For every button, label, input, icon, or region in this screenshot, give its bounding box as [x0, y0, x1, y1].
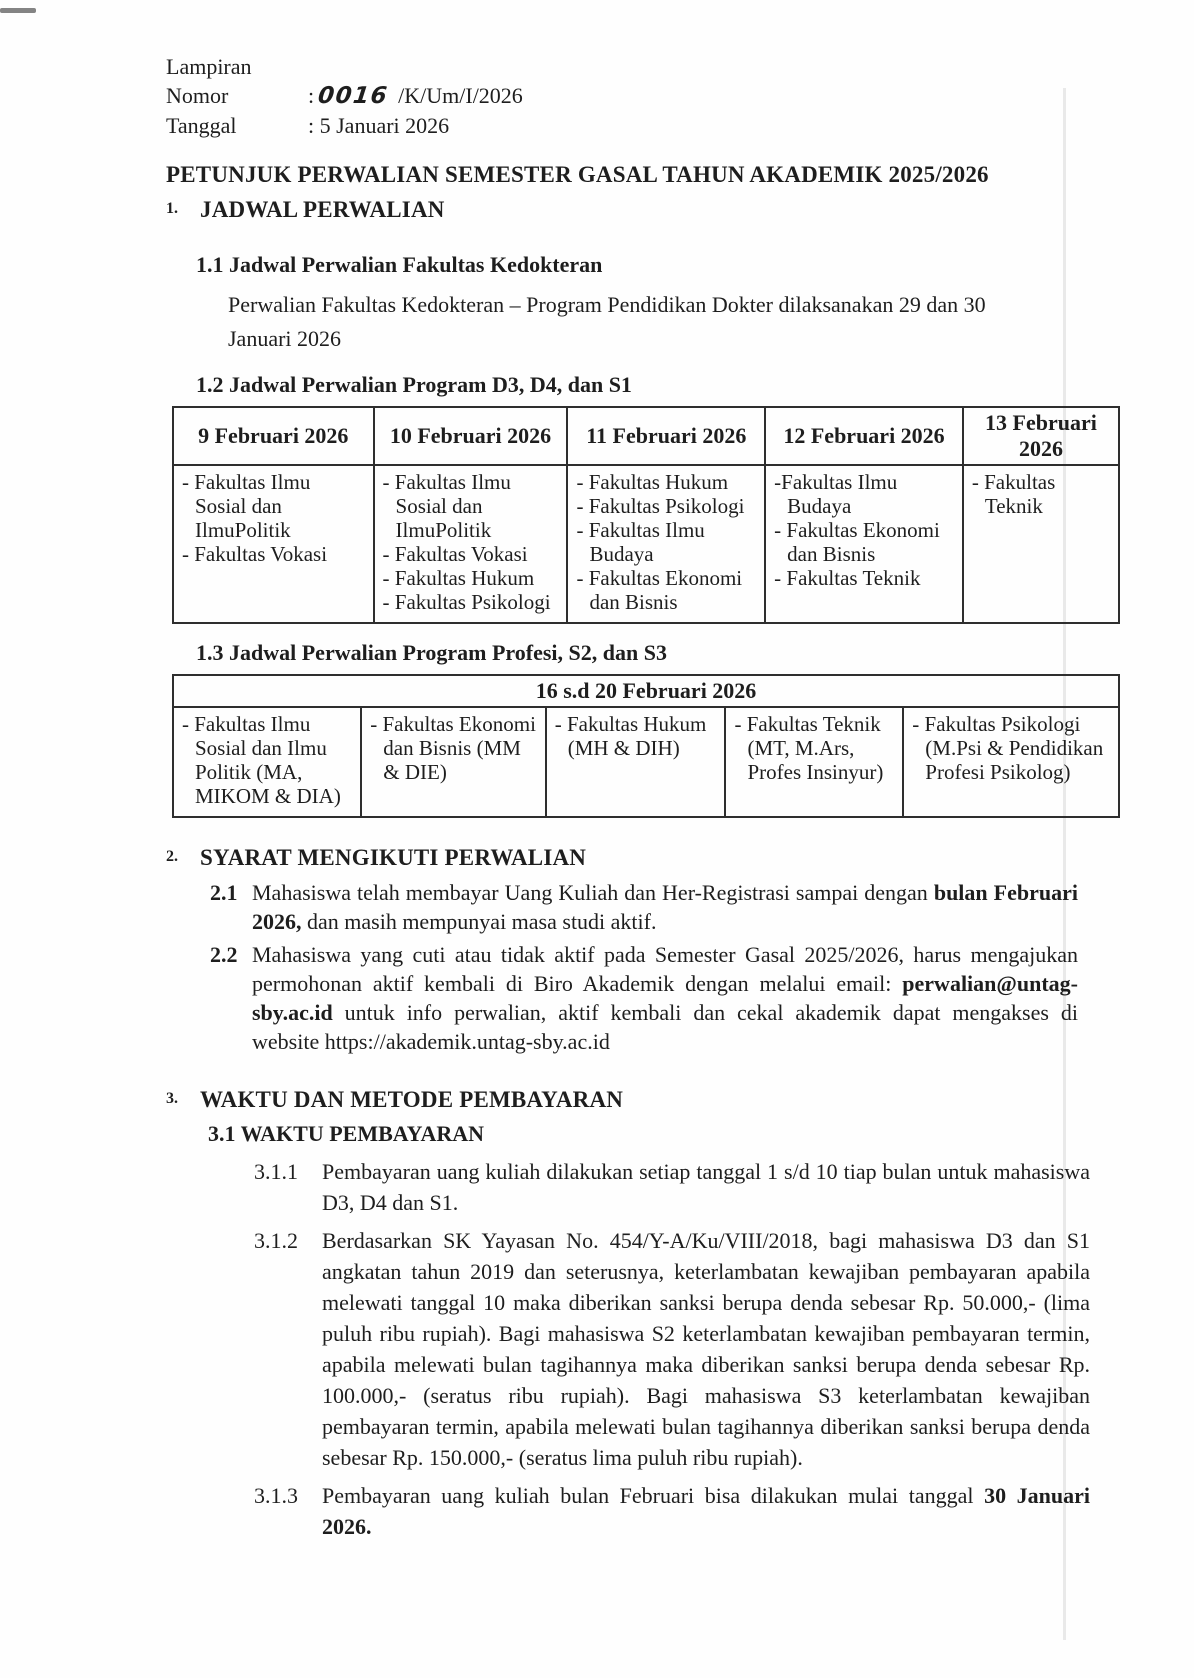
- text-run: untuk info perwalian, aktif kembali dan cekal akademik dapat mengakses di website https://akademik.untag-sby.ac.id: [252, 1000, 1078, 1054]
- schedule-table-d3-d4-s1: [172, 406, 1120, 624]
- scan-corner-artifact: [0, 8, 36, 13]
- schedule-table-profesi-s2-s3: [172, 674, 1120, 818]
- item-2-2-body: [252, 940, 1078, 1056]
- tanggal-label: Tanggal: [166, 113, 237, 138]
- date-header-cell: 11 Februari 2026: [567, 407, 765, 465]
- section-2-heading-row: [166, 842, 1120, 874]
- text-run: Pembayaran uang kuliah bulan Februari bisa dilakukan mulai tanggal: [322, 1483, 985, 1508]
- faculty-list-cell: - Fakultas Psikologi (M.Psi & Pendidikan Profesi Psikolog): [903, 707, 1119, 817]
- subsection-1-1-heading: 1.1 Jadwal Perwalian Fakultas Kedokteran: [196, 252, 603, 277]
- item-3-1-1-number: 3.1.1: [254, 1159, 298, 1184]
- item-3-1-2-body: [322, 1225, 1090, 1473]
- faculty-list-cell: - Fakultas Ilmu Sosial dan IlmuPolitik - Fakultas Vokasi - Fakultas Hukum - Fakultas Psikologi: [374, 465, 568, 623]
- date-header-cell: 13 Februari 2026: [963, 407, 1119, 465]
- text-run: Mahasiswa yang cuti atau tidak aktif pada Semester Gasal 2025/2026, harus mengajukan permohonan aktif kembali di Biro Akademik dengan melalui email:: [252, 942, 1078, 996]
- section-3-heading: WAKTU DAN METODE PEMBAYARAN: [200, 1087, 624, 1112]
- subsection-3-1-heading: 3.1 WAKTU PEMBAYARAN: [208, 1121, 485, 1146]
- subsection-1-2-heading: 1.2 Jadwal Perwalian Program D3, D4, dan S1: [196, 372, 632, 397]
- section-1-number: 1.: [166, 200, 178, 217]
- item-2-2: [166, 940, 1120, 1056]
- email-text-run: perwalian@untag-sby.ac.id: [252, 971, 1078, 1025]
- subsection-1-1-body: Perwalian Fakultas Kedokteran – Program Pendidikan Dokter dilaksanakan 29 dan 30 Januari 2026: [228, 292, 986, 351]
- bold-text-run: bulan Februari 2026,: [252, 880, 1078, 934]
- tanggal-value: : 5 Januari 2026: [308, 113, 450, 138]
- section-1-heading: JADWAL PERWALIAN: [200, 197, 445, 222]
- text-run: Pembayaran uang kuliah dilakukan setiap tanggal 1 s/d 10 tiap bulan untuk mahasiswa D3, D4 dan S1.: [322, 1159, 1090, 1215]
- item-3-1-3: [166, 1480, 1120, 1542]
- lampiran-label: Lampiran: [166, 54, 252, 79]
- faculty-list-cell: -Fakultas Ilmu Budaya - Fakultas Ekonomi dan Bisnis - Fakultas Teknik: [765, 465, 963, 623]
- date-header-cell: 9 Februari 2026: [173, 407, 374, 465]
- item-2-2-number: 2.2: [210, 942, 238, 967]
- faculty-list-cell: - Fakultas Ilmu Sosial dan Ilmu Politik (MA, MIKOM & DIA): [173, 707, 361, 817]
- lampiran-row: [166, 52, 1120, 81]
- nomor-colon: :: [308, 83, 315, 108]
- nomor-label: Nomor: [166, 83, 229, 108]
- faculty-list-cell: - Fakultas Hukum - Fakultas Psikologi - Fakultas Ilmu Budaya - Fakultas Ekonomi dan Bisnis: [567, 465, 765, 623]
- faculty-list-cell: - Fakultas Ilmu Sosial dan IlmuPolitik - Fakultas Vokasi: [173, 465, 374, 623]
- faculty-list-cell: - Fakultas Teknik (MT, M.Ars, Profes Insinyur): [725, 707, 903, 817]
- table-body-row: [173, 707, 1119, 817]
- section-3-number: 3.: [166, 1090, 178, 1107]
- text-run: Berdasarkan SK Yayasan No. 454/Y-A/Ku/VIII/2018, bagi mahasiswa D3 dan S1 angkatan tahun 2019 dan seterusnya, keterlambatan kewajiban pembayaran apabila melewati tanggal 10 maka diberikan sanksi berupa denda sebesar Rp. 50.000,- (lima puluh ribu rupiah). Bagi mahasiswa S2 keterlambatan kewajiban pembayaran termin, apabila melewati bulan tagihannya maka diberikan sanksi berupa denda sebesar Rp. 100.000,- (seratus ribu rupiah). Bagi mahasiswa S3 keterlambatan kewajiban pembayaran termin, apabila melewati bulan tagihannya diberikan sanksi berupa denda sebesar Rp. 150.000,- (seratus lima puluh ribu rupiah).: [322, 1228, 1090, 1470]
- item-3-1-1: [166, 1156, 1120, 1218]
- section-2-number: 2.: [166, 848, 178, 865]
- item-2-1: [166, 878, 1120, 936]
- text-run: Mahasiswa telah membayar Uang Kuliah dan Her-Registrasi sampai dengan: [252, 880, 934, 905]
- item-3-1-2: [166, 1225, 1120, 1473]
- faculty-list-cell: - Fakultas Teknik: [963, 465, 1119, 623]
- merged-date-header-cell: 16 s.d 20 Februari 2026: [173, 675, 1119, 707]
- item-3-1-3-body: [322, 1480, 1090, 1542]
- section-2-heading: SYARAT MENGIKUTI PERWALIAN: [200, 845, 587, 870]
- nomor-reference: /K/Um/I/2026: [398, 83, 523, 108]
- date-header-cell: 12 Februari 2026: [765, 407, 963, 465]
- section-1: [166, 194, 1120, 226]
- table-header-row: [173, 407, 1119, 465]
- faculty-list-cell: - Fakultas Hukum (MH & DIH): [546, 707, 726, 817]
- table-header-row: [173, 675, 1119, 707]
- tanggal-row: [166, 111, 1120, 140]
- item-2-1-number: 2.1: [210, 880, 238, 905]
- section-2: [166, 842, 1120, 1056]
- doc-header: [166, 52, 1120, 140]
- item-2-1-body: [252, 878, 1078, 936]
- subsection-1-3-heading: 1.3 Jadwal Perwalian Program Profesi, S2, dan S3: [196, 640, 667, 665]
- faculty-list-cell: - Fakultas Ekonomi dan Bisnis (MM & DIE): [361, 707, 545, 817]
- item-3-1-1-body: [322, 1156, 1090, 1218]
- text-run: dan masih mempunyai masa studi aktif.: [301, 909, 657, 934]
- document-content: [166, 52, 1120, 1542]
- handwritten-document-number: 0016: [316, 83, 390, 109]
- date-header-cell: 10 Februari 2026: [374, 407, 568, 465]
- nomor-value: [308, 81, 523, 111]
- bold-text-run: 30 Januari 2026.: [322, 1483, 1090, 1539]
- section-3-heading-row: [166, 1084, 1120, 1116]
- section-3: [166, 1084, 1120, 1542]
- table-body-row: [173, 465, 1119, 623]
- item-3-1-3-number: 3.1.3: [254, 1483, 298, 1508]
- item-3-1-2-number: 3.1.2: [254, 1228, 298, 1253]
- nomor-row: [166, 81, 1120, 111]
- document-title: PETUNJUK PERWALIAN SEMESTER GASAL TAHUN AKADEMIK 2025/2026: [166, 162, 989, 187]
